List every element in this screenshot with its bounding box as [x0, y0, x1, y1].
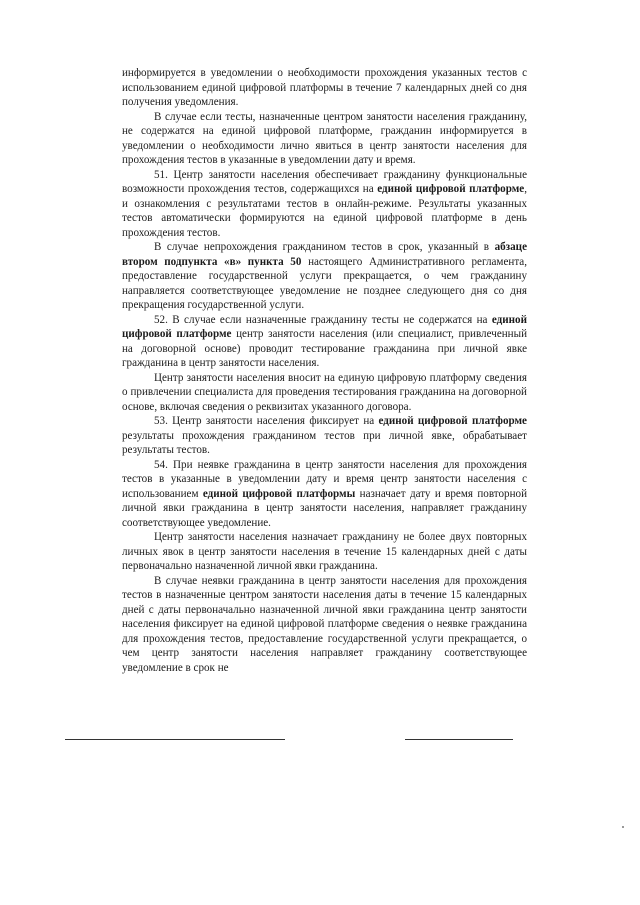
paragraph-text: результаты прохождения гражданином тестов при личной явке, обрабатывает результаты тестов.	[122, 429, 527, 456]
bold-term: единой цифровой платформе	[378, 415, 527, 427]
bold-term: единой цифровой платформе	[377, 183, 525, 195]
scan-speck	[622, 826, 624, 828]
paragraph-52	[122, 313, 527, 371]
paragraph-10	[122, 574, 527, 676]
signature-line-left	[65, 739, 285, 740]
bold-term: единой цифровой платформы	[202, 487, 356, 500]
paragraph-text: 51. Центр занятости населения обеспечивает гражданину функциональные возможности прохождения тестов, содержащихся на	[122, 168, 527, 195]
paragraph-text: Центр занятости населения вносит на единую цифровую платформу сведения о привлечении специалиста для проведения тестирования гражданина на договорной основе, включая сведения о реквизитах указанного договора.	[122, 371, 527, 413]
paragraph-text: Центр занятости населения назначает гражданину не более двух повторных личных явок в центр занятости населения в течение 15 календарных дней с даты первоначально назначенной личной явки гражданина.	[122, 531, 527, 572]
paragraph-text: 53. Центр занятости населения фиксирует на	[154, 415, 379, 427]
signature-line-right	[405, 739, 513, 740]
paragraph-text: 54. При неявке гражданина в центр занятости населения для прохождения тестов в указанные в уведомлении дату и время центр занятости населения с использованием	[122, 458, 527, 500]
paragraph-text: В случае если тесты, назначенные центром занятости населения гражданину, не содержатся на единой цифровой платформе, гражданин информируется в уведомлении о необходимости лично явиться в центр занятости населения для прохождения тестов в указанные в уведомлении дату и время.	[122, 110, 527, 166]
document-body	[122, 66, 527, 675]
paragraph-text: , и ознакомления с результатами тестов в онлайн-режиме. Результаты указанных тестов автоматически формируются на единой цифровой платформе в день прохождения тестов.	[122, 183, 527, 239]
paragraph-text: назначает дату и время повторной личной явки гражданина в центр занятости населения, направляет гражданину соответствующее уведомление.	[122, 487, 528, 529]
paragraph-53	[122, 414, 527, 458]
paragraph-text: 52. В случае если назначенные гражданину тесты не содержатся на	[154, 313, 492, 326]
bold-reference: абзаце втором подпункта «в» пункта 50	[122, 241, 527, 268]
paragraph-9	[122, 530, 527, 574]
paragraph-text: В случае непрохождения гражданином тестов в срок, указанный в	[154, 241, 495, 253]
paragraph-1	[122, 66, 527, 110]
paragraph-text: В случае неявки гражданина в центр занятости населения для прохождения тестов в назначенные центром занятости населения даты в течение 15 календарных дней с даты первоначально назначенной личной явки гражданина центр занятости населения фиксирует на единой цифровой платформе сведения о неявке гражданина для прохождения тестов, предоставление государственной услуги прекращается, о чем центр занятости населения направляет гражданину соответствующее уведомление в срок не	[122, 574, 527, 674]
paragraph-4	[122, 240, 527, 313]
paragraph-text: настоящего Административного регламента, предоставление государственной услуги прекращается, о чем гражданину направляется соответствующее уведомление не позднее следующего дня со дня прекращения государственной услуги.	[122, 255, 527, 311]
bold-term: единой цифровой платформе	[122, 313, 527, 340]
paragraph-text: информируется в уведомлении о необходимости прохождения указанных тестов с использованием единой цифровой платформы в течение 7 календарных дней со дня получения уведомления.	[122, 67, 527, 108]
paragraph-text: центр занятости населения (или специалист, привлеченный на договорной основе) проводит тестирование гражданина при личной явке гражданина в центр занятости населения.	[122, 328, 528, 369]
paragraph-54	[122, 458, 527, 531]
paragraph-51	[122, 168, 527, 241]
paragraph-2	[122, 110, 527, 168]
paragraph-6	[122, 371, 527, 415]
